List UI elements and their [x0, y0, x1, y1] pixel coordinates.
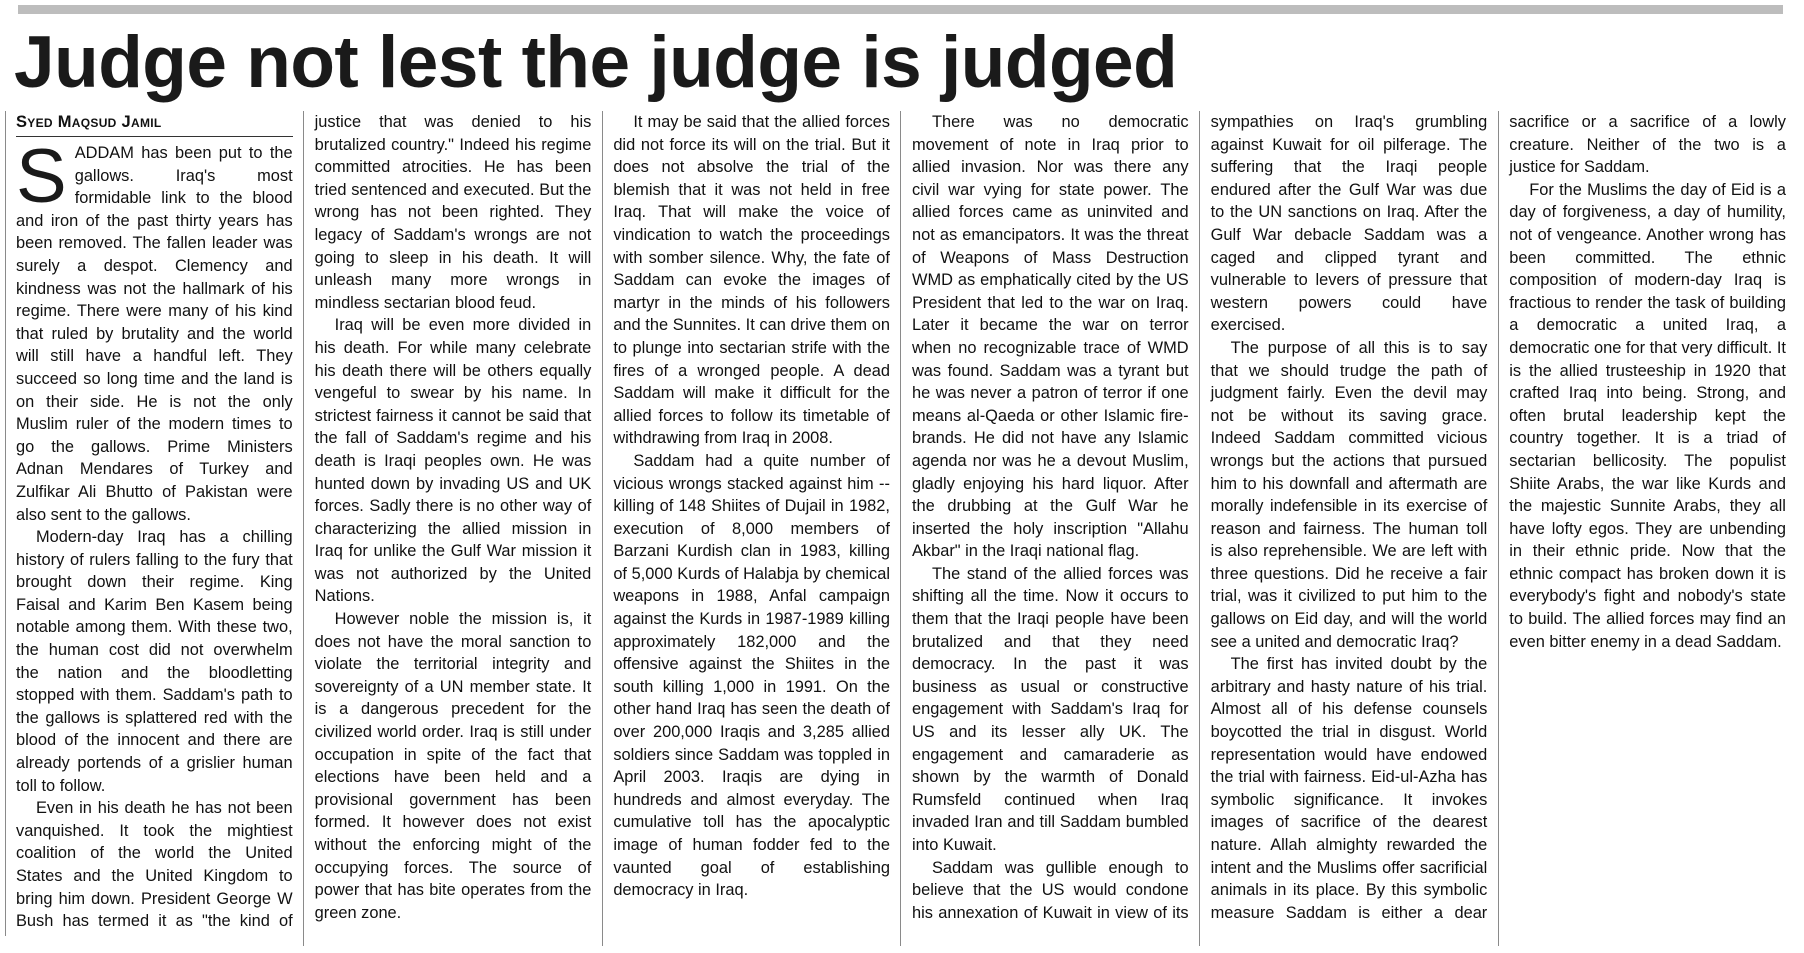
- paragraph-12: The first has invited doubt by the arbitrary and hasty nature of his trial. Almost all of his defense counsels boycotted the trial in disgust. World representation would have endowed the trial with fairness. Eid-ul-Azha has symbolic significance. It invokes images of sacrifice of the dearest nature. Allah almighty rewarded the intent and the Muslims offer sacrificial animals in its place. By this symbolic measure Saddam is either a dear sacrifice or a sacrifice of a lowly creature. Neither of the two is a justice for Saddam.: [1210, 113, 1786, 922]
- lead-paragraph: [16, 134, 293, 526]
- lead-caps: ADDAM: [74, 144, 134, 162]
- byline: Syed Maqsud Jamil: [16, 111, 293, 137]
- paragraph-2: Modern-day Iraq has a chilling history of rulers falling to the fury that brought down their regime. King Faisal and Karim Ben Kasem being notable among them. With these two, the human cost did not overwhelm the nation and the bloodletting stopped with them. Saddam's path to the gallows is splattered red with the blood of the innocent and there are already portends of a grislier human toll to follow.: [16, 528, 293, 795]
- headline: Judge not lest the judge is judged: [14, 22, 1178, 103]
- paragraph-4: Iraq will be even more divided in his death. For while many celebrate his death there will be others equally vengeful to swear by his name. In strictest fairness it cannot be said that the fall of Saddam's regime and his death is Iraqi peoples own. He was hunted down by invading US and UK forces. Sadly there is no other way of characterizing the allied mission in Iraq for unlike the Gulf War mission it was not authorized by the United Nations.: [314, 316, 592, 606]
- paragraph-13: For the Muslims the day of Eid is a day of forgiveness, a day of humility, not of vengeance. Another wrong has been committed. The ethnic composition of modern-day Iraq is fractious to render the task of building a democratic a united Iraq, a democratic one for that very difficult. It is the allied trusteeship in 1920 that crafted Iraq into being. Strong, and often brutal leadership kept the country together. It is a triad of sectarian bellicosity. The populist Shiite Arabs, the war like Kurds and the majestic Sunnite Arabs, they all have lofty egos. They are unbending in their ethnic pride. Now that the ethnic compact has broken down it is everybody's fight and nobody's state to build. The allied forces may find an even bitter enemy in a dead Saddam.: [1509, 180, 1786, 651]
- paragraph-8: There was no democratic movement of note in Iraq prior to allied invasion. Nor was there any civil war vying for state power. The allied forces came as uninvited and not as emancipators. It was the threat of Weapons of Mass Destruction WMD as emphatically cited by the US President that led to the war on Iraq. Later it became the war on terror when no recognizable trace of WMD was found. Saddam was a tyrant but he was never a patron of terror if one means al-Qaeda or other Islamic fire-brands. He did not have any Islamic agenda nor was he a devout Muslim, gladly enjoying his hard liquor. After the drubbing at the Gulf War he inserted the holy inscription "Allahu Akbar" in the Iraqi national flag.: [911, 113, 1189, 561]
- top-rule-bar: [18, 5, 1783, 14]
- paragraph-1: has been put to the gallows. Iraq's most formidable link to the blood and iron of the past thirty years has been removed. The fallen leader was surely a despot. Clemency and kindness was not the hallmark of his regime. There were many of his kind that ruled by brutality and the world will still have a handful left. They succeed so long time and the land is on their side. He is not the only Muslim ruler of the modern times to go the gallows. Prime Ministers Adnan Mendares of Turkey and Zulfikar Ali Bhutto of Pakistan were also sent to the gallows.: [16, 144, 293, 524]
- article-body: [16, 111, 1786, 946]
- left-margin-rule: [5, 111, 6, 936]
- drop-cap: S: [16, 134, 67, 219]
- paragraph-3: Even in his death he has not been vanquished. It took the mightiest coalition of the world the United States and the United Kingdom to bring him down. President George W Bush has termed it as "the kind of justice that was denied to his brutalized country." Indeed his regime committed atrocities. He has been tried sentenced and executed. But the wrong has not been righted. They legacy of Saddam's wrongs are not going to sleep in his death. It will unleash many more wrongs in mindless sectarian blood feud.: [16, 113, 592, 931]
- article-columns: [16, 111, 1786, 946]
- paragraph-6: It may be said that the allied forces did not force its will on the trial. But it does not absolve the trial of the blemish that it was not held in free Iraq. That will make the voice of vindication to watch the proceedings with somber silence. Why, the fate of Saddam can evoke the images of martyr in the minds of his followers and the Sunnites. It can drive them on to plunge into sectarian strife with the fires of a wronged people. A dead Saddam will make it difficult for the allied forces to follow its timetable of withdrawing from Iraq in 2008.: [613, 113, 890, 448]
- paragraph-11: The purpose of all this is to say that we should trudge the path of judgment fairly. Even the devil may not be without its saving grace. Indeed Saddam committed vicious wrongs but the actions that pursued him to his downfall and aftermath are morally indefensible in its exercise of reason and fairness. The human toll is also reprehensible. We are left with three questions. Did he receive a fair trial, was it civilized to put him to the gallows on Eid day, and will the world see a united and democratic Iraq?: [1210, 338, 1488, 651]
- paragraph-9: The stand of the allied forces was shifting all the time. Now it occurs to them that the Iraqi people have been brutalized and that they need democracy. In the past it was business as usual or constructive engagement with Saddam's Iraq for US and its lesser ally UK. The engagement and camaraderie as shown by the warmth of Donald Rumsfeld continued when Iraq invaded Iran and till Saddam bumbled into Kuwait.: [911, 564, 1189, 854]
- paragraph-7: Saddam had a quite number of vicious wrongs stacked against him -- killing of 148 Shiites of Dujail in 1982, execution of 8,000 members of Barzani Kurdish clan in 1983, killing of 5,000 Kurds of Halabja by chemical weapons in 1988, Anfal campaign against the Kurds in 1987-1989 killing approximately 182,000 and the offensive against the Shiites in the south killing 1,000 in 1991. On the other hand Iraq has seen the death of over 200,000 Iraqis and 3,285 allied soldiers since Saddam was toppled in April 2003. Iraqis are dying in hundreds and almost everyday. The cumulative toll has the apocalyptic image of human fodder fed to the vaunted goal of establishing democracy in Iraq.: [613, 451, 890, 900]
- paragraph-5: However noble the mission is, it does not have the moral sanction to violate the territorial integrity and sovereignty of a UN member state. It is a dangerous precedent for the civilized world order. Iraq is still under occupation in spite of the fact that elections have been held and a provisional government has been formed. It however does not exist without the enforcing might of the occupying forces. The source of power that has bite operates from the green zone.: [314, 610, 592, 922]
- paragraph-10: Saddam was gullible enough to believe that the US would condone his annexation of Kuwait in view of its sympathies on Iraq's grumbling against Kuwait for oil pilferage. The suffering that the Iraqi people endured after the Gulf War was due to the UN sanctions on Iraq. After the Gulf War debacle Saddam was a caged and clipped tyrant and vulnerable to levers of pressure that western powers could have exercised.: [911, 113, 1488, 922]
